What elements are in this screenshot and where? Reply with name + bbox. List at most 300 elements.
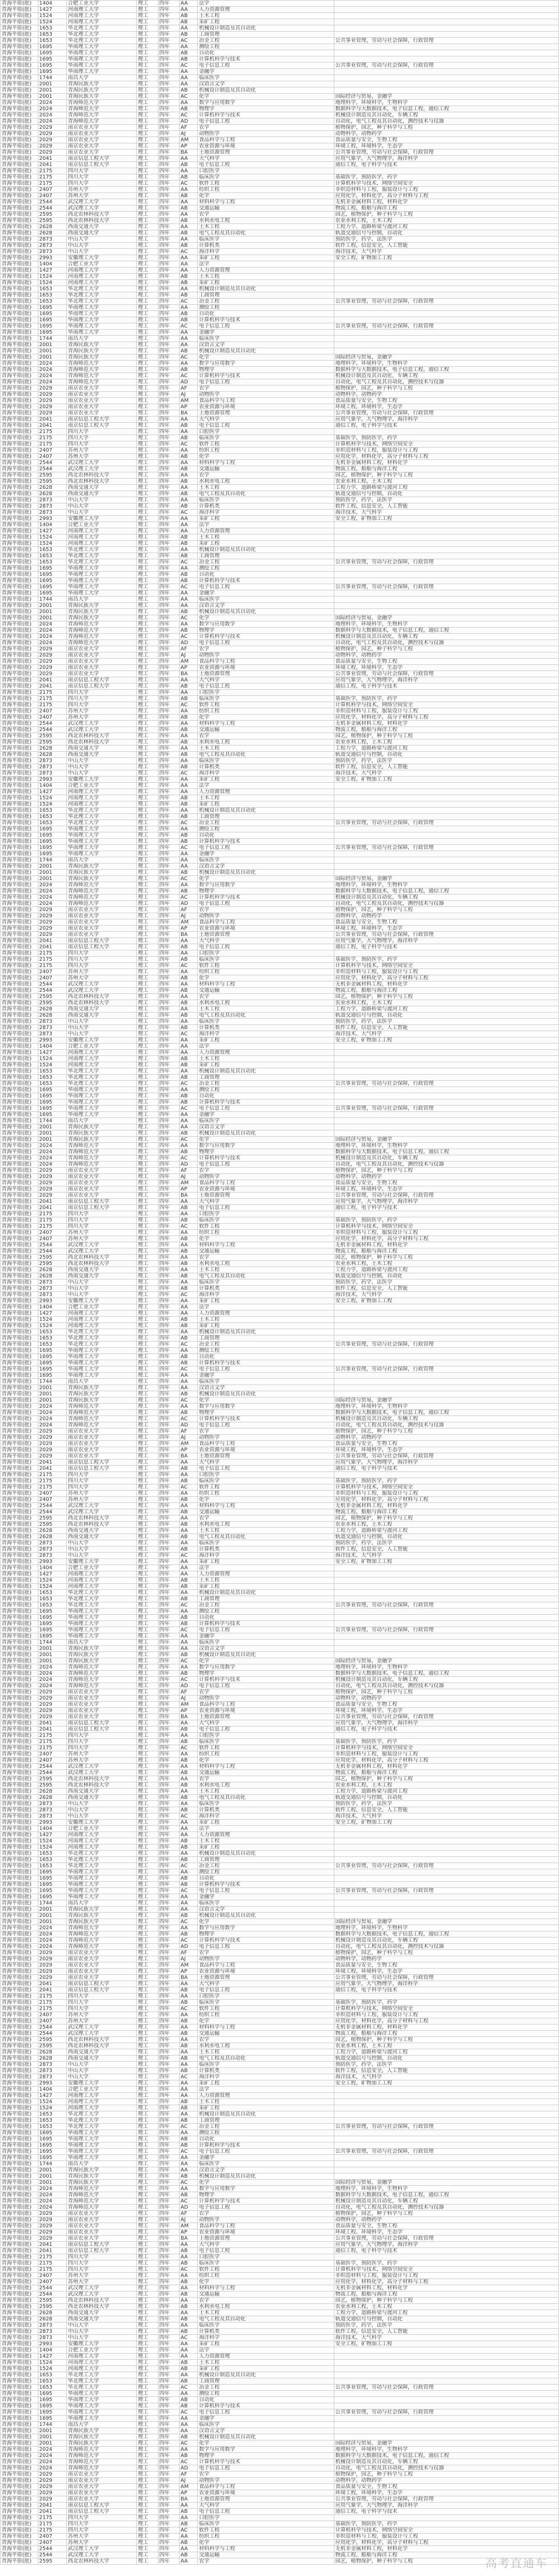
table-cell: 青海平原(批) — [1, 1726, 38, 1733]
table-cell: 青海平原(批) — [1, 2459, 38, 2465]
table-cell: 2544 — [38, 2031, 67, 2037]
table-cell: 四年 — [158, 1503, 179, 1509]
table-cell: 动物科学，动物药学 — [334, 2217, 558, 2223]
table-cell: 理工 — [137, 1149, 158, 1155]
table-cell: 青海平原(批) — [1, 969, 38, 975]
table-cell: 1695 — [38, 1627, 67, 1633]
table-row — [1, 2378, 559, 2385]
table-cell: 2041 — [38, 1205, 67, 1211]
table-cell: 四年 — [158, 1404, 179, 1410]
table-cell: 青海平原(批) — [1, 193, 38, 199]
table-cell: AB — [179, 56, 198, 63]
table-cell: 青海平原(批) — [1, 479, 38, 485]
table-cell: 青海平原(批) — [1, 1522, 38, 1528]
table-cell: 华南理工大学 — [67, 50, 137, 56]
table-cell: 青海平原(批) — [1, 1944, 38, 1950]
table-cell: AA — [179, 1590, 198, 1596]
table-cell: 理工 — [137, 1428, 158, 1435]
table-cell: 四年 — [158, 1584, 179, 1590]
table-cell: AJ — [179, 913, 198, 919]
table-cell: 四年 — [158, 1118, 179, 1124]
table-cell: 理工 — [137, 1695, 158, 1702]
table-cell: 无机非金属材料工程，材料化学 — [334, 981, 558, 988]
table-cell: 青海平原(批) — [1, 162, 38, 168]
table-cell: AD — [179, 640, 198, 646]
table-cell — [334, 2416, 558, 2422]
table-cell: 纺织工程 — [198, 448, 334, 454]
table-cell: 1524 — [38, 2366, 67, 2372]
table-cell: 2873 — [38, 770, 67, 777]
table-cell: AC — [179, 2006, 198, 2012]
table-cell: 口腔医学 — [198, 168, 334, 174]
table-cell: 数学与应用数学 — [198, 2447, 334, 2453]
table-cell: AA — [179, 1826, 198, 1832]
table-cell: 四年 — [158, 1714, 179, 1720]
table-cell: 大气科学 — [198, 156, 334, 162]
table-row — [1, 1640, 559, 1646]
table-cell: 理工 — [137, 56, 158, 63]
table-cell: AA — [179, 2155, 198, 2161]
table-cell: AC — [179, 2335, 198, 2341]
table-cell: 化学 — [198, 1758, 334, 1764]
table-row — [1, 2372, 559, 2378]
table-cell: 理工 — [137, 416, 158, 423]
table-cell: 农业水利工程，土木工程 — [334, 1782, 558, 1789]
table-cell: 1695 — [38, 1373, 67, 1379]
table-cell: 2628 — [38, 1006, 67, 1012]
table-cell: 2024 — [38, 1149, 67, 1155]
table-cell: 物流工程，船舶与海洋工程 — [334, 466, 558, 472]
table-cell: 四年 — [158, 1255, 179, 1261]
table-cell: 2544 — [38, 1764, 67, 1770]
table-row — [1, 1888, 559, 1894]
table-cell: 青海平原(批) — [1, 1286, 38, 1292]
table-cell: 青海平原(批) — [1, 267, 38, 274]
table-cell: 青海平原(批) — [1, 2478, 38, 2484]
table-cell: 1653 — [38, 38, 67, 44]
table-cell: 电子信息工程 — [198, 1205, 334, 1211]
table-cell: 青海平原(批) — [1, 410, 38, 416]
table-cell: 青海平原(批) — [1, 1217, 38, 1224]
table-cell: AA — [179, 621, 198, 628]
table-cell: 青海平原(批) — [1, 230, 38, 236]
table-cell: 南京农业大学 — [67, 385, 137, 392]
table-row — [1, 2248, 559, 2254]
table-cell: 青海师范大学 — [67, 2192, 137, 2198]
table-cell: 四年 — [158, 1478, 179, 1484]
table-cell: 理工 — [137, 2087, 158, 2093]
table-cell: 2595 — [38, 1000, 67, 1006]
table-row — [1, 2291, 559, 2298]
table-cell: 四年 — [158, 2087, 179, 2093]
table-cell: 青海平原(批) — [1, 2503, 38, 2509]
table-cell: AA — [179, 528, 198, 534]
table-cell: 自动化 — [198, 1875, 334, 1882]
table-cell: 2041 — [38, 156, 67, 162]
table-cell: 四年 — [158, 522, 179, 528]
table-cell: 理工 — [137, 292, 158, 299]
table-cell: 软件工程，信息安全，人工智能 — [334, 1546, 558, 1553]
table-cell: AP — [179, 1186, 198, 1193]
table-cell: 青海师范大学 — [67, 628, 137, 634]
table-cell: 四年 — [158, 1106, 179, 1112]
table-cell: 预防医学，药学，法医学 — [334, 1019, 558, 1025]
table-cell: 2175 — [38, 1224, 67, 1230]
table-row — [1, 1354, 559, 1360]
table-cell: 四年 — [158, 1087, 179, 1093]
table-row — [1, 292, 559, 299]
table-cell: 四年 — [158, 1565, 179, 1571]
table-cell: 理工 — [137, 696, 158, 702]
table-cell: 青海平原(批) — [1, 2558, 38, 2565]
table-row — [1, 1745, 559, 1751]
table-cell — [334, 553, 558, 559]
table-cell: 四川大学 — [67, 174, 137, 181]
table-cell: 土地资源管理 — [198, 150, 334, 156]
table-cell: 公共事业管理，劳动与社会保障，行政管理 — [334, 63, 558, 69]
table-cell: 1695 — [38, 56, 67, 63]
table-cell: AA — [179, 808, 198, 814]
table-cell: 化学 — [198, 1397, 334, 1404]
table-cell: 青海平原(批) — [1, 1789, 38, 1795]
table-cell: 应用气象学，大气物理学，海洋科学 — [334, 416, 558, 423]
table-cell: 土木工程 — [198, 534, 334, 541]
table-cell: 机械设计制造及其自动化，车辆工程 — [334, 1155, 558, 1162]
table-cell: 1695 — [38, 317, 67, 323]
table-cell: 青海平原(批) — [1, 2540, 38, 2546]
table-cell: 食品科学与工程 — [198, 2484, 334, 2490]
table-row — [1, 1000, 559, 1006]
table-cell: 冶金工程 — [198, 2385, 334, 2391]
table-cell: 中山大学 — [67, 1286, 137, 1292]
table-cell: AA — [179, 677, 198, 683]
table-cell: AA — [179, 2546, 198, 2552]
table-row — [1, 330, 559, 336]
table-cell: 青海平原(批) — [1, 1174, 38, 1180]
table-cell: 河南理工大学 — [67, 534, 137, 541]
table-cell: 南京农业大学 — [67, 2484, 137, 2490]
table-cell: 非织造材料与工程，服装设计与工程 — [334, 2534, 558, 2540]
table-cell: 大气科学 — [198, 677, 334, 683]
table-cell: 公共事业管理，劳动与社会保障，行政管理 — [334, 2385, 558, 2391]
table-cell: 2024 — [38, 2186, 67, 2192]
table-cell: 南京农业大学 — [67, 2223, 137, 2229]
table-cell: 青海平原(批) — [1, 385, 38, 392]
table-cell: 2024 — [38, 1162, 67, 1168]
table-cell: 西南交通大学 — [67, 1795, 137, 1801]
table-cell: 青海民族大学 — [67, 1385, 137, 1391]
table-cell: 理工 — [137, 1857, 158, 1863]
table-cell: 青海平原(批) — [1, 429, 38, 435]
table-cell: AA — [179, 1267, 198, 1273]
table-cell: 理工 — [137, 398, 158, 404]
table-cell: AB — [179, 1012, 198, 1019]
table-cell: 四年 — [158, 1962, 179, 1969]
table-cell: AC — [179, 615, 198, 621]
table-cell: 2041 — [38, 1981, 67, 1987]
table-cell: 2001 — [38, 2167, 67, 2173]
table-cell: 青海平原(批) — [1, 1050, 38, 1056]
table-cell: 南京信息工程大学 — [67, 677, 137, 683]
table-row — [1, 2540, 559, 2546]
table-cell: 苏州大学 — [67, 2534, 137, 2540]
table-cell: 四年 — [158, 1633, 179, 1640]
table-cell: 四年 — [158, 1044, 179, 1050]
table-cell: 南京信息工程大学 — [67, 162, 137, 168]
table-cell: 采矿工程 — [198, 2366, 334, 2372]
table-cell: 四年 — [158, 895, 179, 901]
table-cell: 青海平原(批) — [1, 1453, 38, 1460]
table-cell: 理工 — [137, 2385, 158, 2391]
table-cell: 2544 — [38, 988, 67, 994]
table-cell: 理工 — [137, 510, 158, 516]
table-cell: 理工 — [137, 2434, 158, 2440]
table-cell: 青海平原(批) — [1, 1509, 38, 1515]
table-cell: 合肥工业大学 — [67, 1826, 137, 1832]
table-cell: AD — [179, 118, 198, 125]
table-cell: 合肥工业大学 — [67, 1, 137, 7]
table-cell: 青海平原(批) — [1, 677, 38, 683]
table-cell: 四年 — [158, 1882, 179, 1888]
table-cell: 理工 — [137, 243, 158, 249]
table-cell: 四年 — [158, 777, 179, 783]
table-cell: 2029 — [38, 1193, 67, 1199]
table-cell: 华北理工大学 — [67, 2118, 137, 2124]
table-cell: 苏州大学 — [67, 1751, 137, 1758]
table-cell: 土木工程 — [198, 795, 334, 801]
table-cell: 理工 — [137, 2490, 158, 2496]
table-cell: 青海平原(批) — [1, 1652, 38, 1658]
table-cell — [334, 69, 558, 75]
table-cell — [334, 336, 558, 342]
table-cell: 1695 — [38, 1882, 67, 1888]
table-cell: 轨道交通信号与控制，自动化 — [334, 2056, 558, 2062]
table-cell: 理工 — [137, 162, 158, 168]
table-cell — [334, 1733, 558, 1739]
table-cell: 青海平原(批) — [1, 652, 38, 659]
table-cell: 2873 — [38, 2068, 67, 2074]
table-cell: 1695 — [38, 1099, 67, 1106]
table-cell: 应用化学，材料化学，高分子材料与工程 — [334, 2018, 558, 2024]
table-cell — [334, 1900, 558, 1907]
table-cell: 工程力学，道路桥梁与渡河工程 — [334, 746, 558, 752]
table-cell: 青海平原(批) — [1, 1242, 38, 1248]
table-row — [1, 1497, 559, 1503]
table-cell: 1653 — [38, 2385, 67, 2391]
table-cell: 1404 — [38, 1304, 67, 1311]
table-row — [1, 2397, 559, 2403]
table-cell — [334, 1323, 558, 1329]
table-cell: 安徽理工大学 — [67, 1559, 137, 1565]
table-cell: 四年 — [158, 2347, 179, 2354]
table-cell: 四年 — [158, 665, 179, 671]
table-row — [1, 1230, 559, 1236]
table-cell: 应用化学，材料化学，高分子材料与工程 — [334, 2279, 558, 2285]
table-cell: 青海平原(批) — [1, 1770, 38, 1776]
table-cell: 自动化，电气工程及其自动化，测控技术与仪器 — [334, 1944, 558, 1950]
table-cell: 理工 — [137, 1863, 158, 1869]
table-cell: 南京信息工程大学 — [67, 2248, 137, 2254]
table-cell: 植物保护，园艺，种子科学与工程 — [334, 125, 558, 131]
table-cell: 青海平原(批) — [1, 2124, 38, 2130]
table-cell: 机械设计制造及其自动化，车辆工程 — [334, 634, 558, 640]
table-cell: 理工 — [137, 2428, 158, 2434]
table-cell — [334, 851, 558, 857]
table-row — [1, 2335, 559, 2341]
table-cell: 法学 — [198, 2087, 334, 2093]
table-cell: 华北理工大学 — [67, 32, 137, 38]
table-row — [1, 839, 559, 845]
table-cell: 水利水电工程 — [198, 1261, 334, 1267]
table-cell: 预防医学，药学，法医学 — [334, 2062, 558, 2068]
table-cell: 四年 — [158, 2515, 179, 2521]
table-cell: 河南理工大学 — [67, 801, 137, 808]
table-cell: 工商管理 — [198, 1596, 334, 1602]
table-cell: 理工 — [137, 1248, 158, 1255]
table-cell — [334, 7, 558, 13]
table-row — [1, 1267, 559, 1273]
table-cell: 理工 — [137, 1279, 158, 1286]
table-row — [1, 1428, 559, 1435]
table-cell: 2407 — [38, 2273, 67, 2279]
table-cell: 2001 — [38, 354, 67, 361]
table-cell: 计算机类 — [198, 1025, 334, 1031]
table-cell: 四年 — [158, 2093, 179, 2099]
table-cell: 理工 — [137, 1590, 158, 1596]
table-cell: 2873 — [38, 1540, 67, 1546]
table-cell: 四年 — [158, 2558, 179, 2565]
table-cell: 四年 — [158, 1099, 179, 1106]
table-row — [1, 2074, 559, 2080]
table-cell: 四年 — [158, 2496, 179, 2503]
table-cell: 四年 — [158, 863, 179, 870]
table-cell: 化学 — [198, 94, 334, 100]
table-cell: 2029 — [38, 2484, 67, 2490]
table-cell: 四年 — [158, 1869, 179, 1875]
table-cell: 理工 — [137, 2298, 158, 2304]
table-cell: 软件工程 — [198, 1224, 334, 1230]
table-cell: 苏州大学 — [67, 193, 137, 199]
table-cell: 理工 — [137, 479, 158, 485]
table-cell: 软件工程，信息安全，人工智能 — [334, 503, 558, 510]
table-cell: AA — [179, 1348, 198, 1354]
table-cell: 青海平原(批) — [1, 1832, 38, 1838]
table-row — [1, 2093, 559, 2099]
table-cell: 1404 — [38, 1, 67, 7]
table-cell: 理工 — [137, 1851, 158, 1857]
table-cell: 理工 — [137, 1311, 158, 1317]
table-row — [1, 2428, 559, 2434]
table-row — [1, 1925, 559, 1931]
table-row — [1, 168, 559, 174]
table-cell: 武汉理工大学 — [67, 205, 137, 212]
table-cell: 电子信息工程 — [198, 845, 334, 851]
table-cell: 青海师范大学 — [67, 1143, 137, 1149]
table-cell: 华南理工大学 — [67, 317, 137, 323]
table-cell: 2873 — [38, 2062, 67, 2068]
table-cell: 基础医学，预防医学，药学 — [334, 174, 558, 181]
table-cell: 农学 — [198, 1776, 334, 1782]
table-cell: 2024 — [38, 882, 67, 888]
table-cell: AA — [179, 1801, 198, 1807]
table-cell: 非织造材料与工程，服装设计与工程 — [334, 448, 558, 454]
table-cell: 2041 — [38, 162, 67, 168]
table-cell: AD — [179, 1162, 198, 1168]
table-cell: 四年 — [158, 1609, 179, 1615]
table-cell: 南京农业大学 — [67, 137, 137, 143]
table-cell: 1653 — [38, 808, 67, 814]
table-row — [1, 1224, 559, 1230]
table-row — [1, 1689, 559, 1695]
table-cell: 农业资源与环境 — [198, 2229, 334, 2236]
table-cell: AB — [179, 1770, 198, 1776]
table-cell: 华北理工大学 — [67, 808, 137, 814]
table-cell: 计算机科学与技术 — [198, 839, 334, 845]
table-row — [1, 863, 559, 870]
table-cell: 1695 — [38, 1875, 67, 1882]
table-cell: 人力资源管理 — [198, 267, 334, 274]
table-cell: 纺织工程 — [198, 708, 334, 714]
table-cell: 化学 — [198, 1236, 334, 1242]
table-row — [1, 63, 559, 69]
table-cell: 青海平原(批) — [1, 975, 38, 981]
table-cell: 纺织工程 — [198, 1751, 334, 1758]
table-cell: 自动化 — [198, 311, 334, 317]
table-cell: AB — [179, 1062, 198, 1068]
table-cell: 青海师范大学 — [67, 1671, 137, 1677]
table-cell: 理工 — [137, 137, 158, 143]
table-cell: 理工 — [137, 597, 158, 603]
table-cell: 软件工程 — [198, 1484, 334, 1491]
table-cell: 软件工程，信息安全，人工智能 — [334, 1807, 558, 1813]
table-cell: 机械设计制造及其自动化，车辆工程 — [334, 373, 558, 379]
table-cell: 应用气象学，大气物理学，海洋科学 — [334, 938, 558, 944]
table-cell: 四年 — [158, 2322, 179, 2329]
table-row — [1, 528, 559, 534]
table-cell: 临床医学 — [198, 758, 334, 764]
table-cell: AB — [179, 2378, 198, 2385]
table-cell: 理工 — [137, 528, 158, 534]
table-cell: 理工 — [137, 1838, 158, 1844]
table-cell: 四年 — [158, 2453, 179, 2459]
table-row — [1, 2478, 559, 2484]
table-cell: 四年 — [158, 1683, 179, 1689]
table-cell: BA — [179, 932, 198, 938]
table-cell: 理工 — [137, 1366, 158, 1373]
table-cell: 计算机科学与技术，网络空间安全 — [334, 702, 558, 708]
table-cell: 理工 — [137, 1224, 158, 1230]
table-cell: 理工 — [137, 1391, 158, 1397]
table-cell: 计算机科学与技术，网络空间安全 — [334, 2006, 558, 2012]
table-cell: 四年 — [158, 1037, 179, 1044]
table-cell: 西南交通大学 — [67, 224, 137, 230]
table-cell: AA — [179, 2161, 198, 2167]
table-cell: 理工 — [137, 926, 158, 932]
table-cell: 青海平原(批) — [1, 1149, 38, 1155]
table-cell: 地理科学，环境科学，生物科学 — [334, 2186, 558, 2192]
table-row — [1, 516, 559, 522]
table-cell: 理工 — [137, 1751, 158, 1758]
table-cell: 青海平原(批) — [1, 2409, 38, 2416]
table-cell: 青海平原(批) — [1, 2198, 38, 2205]
table-cell: 理工 — [137, 1764, 158, 1770]
table-cell: 理工 — [137, 1304, 158, 1311]
table-cell: 公共事业管理，劳动与社会保障，行政管理 — [334, 1342, 558, 1348]
table-cell: 四年 — [158, 2459, 179, 2465]
table-cell: 华南理工大学 — [67, 56, 137, 63]
table-cell: AA — [179, 1540, 198, 1546]
table-cell: AA — [179, 1528, 198, 1534]
